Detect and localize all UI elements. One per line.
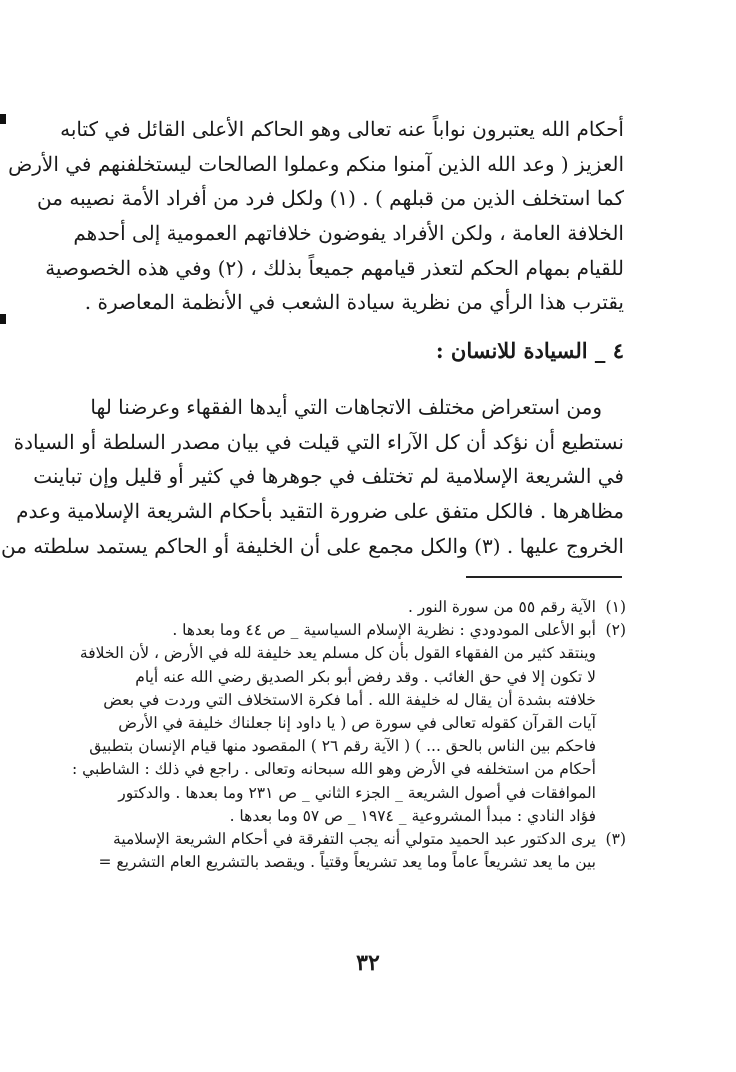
footnote-text: أبو الأعلى المودودي : نظرية الإسلام السياسية _ ص ٤٤ وما بعدها . bbox=[172, 621, 596, 640]
footnote-number bbox=[596, 689, 626, 712]
footnote-number bbox=[596, 782, 626, 805]
paragraph bbox=[1, 390, 624, 563]
footnote-text: بين ما يعد تشريعاً عاماً وما يعد تشريعاً وقتياً . ويقصد بالتشريع العام التشريع = bbox=[98, 853, 596, 872]
footnote-line bbox=[106, 782, 626, 805]
footnote-line bbox=[103, 689, 626, 712]
text-line: نستطيع أن نؤكد أن كل الآراء التي قيلت في بيان مصدر السلطة أو السيادة bbox=[13, 429, 624, 454]
paragraph-continued bbox=[8, 112, 624, 320]
footnote-line bbox=[89, 735, 626, 758]
footnote-line bbox=[71, 758, 626, 781]
footnote-separator bbox=[466, 576, 622, 578]
footnote-line bbox=[106, 619, 626, 642]
scan-edge-mark bbox=[0, 314, 6, 324]
footnote-number bbox=[596, 758, 626, 781]
footnote-text: يرى الدكتور عبد الحميد متولي أنه يجب التفرقة في أحكام الشريعة الإسلامية bbox=[113, 829, 596, 848]
footnote-text: فؤاد النادي : مبدأ المشروعية _ ١٩٧٤ _ ص ٥٧ وما بعدها . bbox=[229, 806, 596, 825]
footnote-text: الآية رقم ٥٥ من سورة النور . bbox=[407, 598, 596, 616]
footnotes bbox=[71, 596, 626, 874]
text-line: العزيز ( وعد الله الذين آمنوا منكم وعملوا الصالحات ليستخلفنهم في الأرض bbox=[8, 151, 624, 176]
footnote-line bbox=[106, 712, 626, 735]
text-line: مظاهرها . فالكل متفق على ضرورة التقيد بأحكام الشريعة الإسلامية وعدم bbox=[16, 499, 624, 524]
text-line: ومن استعراض مختلف الاتجاهات التي أيدها الفقهاء وعرضنا لها bbox=[90, 395, 602, 419]
footnote-number bbox=[596, 712, 626, 735]
footnote-line bbox=[106, 596, 626, 619]
footnote-text: الموافقات في أصول الشريعة _ الجزء الثاني _ ص ٢٣١ وما بعدها . والدكتور bbox=[118, 783, 596, 802]
text-line: للقيام بمهام الحكم لتعذر قيامهم جميعاً بذلك ، (٢) وفي هذه الخصوصية bbox=[45, 255, 624, 280]
scan-edge-mark bbox=[0, 114, 6, 124]
text-line: يقترب هذا الرأي من نظرية سيادة الشعب في الأنظمة المعاصرة . bbox=[84, 290, 624, 315]
footnote-line bbox=[106, 828, 626, 851]
text-line: الخروج عليها . (٣) والكل مجمع على أن الخليفة أو الحاكم يستمد سلطته من bbox=[1, 533, 624, 558]
footnote-number: (٢) bbox=[605, 621, 626, 640]
footnote-number bbox=[596, 805, 626, 828]
footnote-text: خلافته بشدة أن يقال له خليفة الله . أما فكرة الاستخلاف التي وردت في بعض bbox=[103, 690, 596, 709]
footnote-number bbox=[596, 851, 626, 874]
footnote-text: وينتقد كثير من الفقهاء القول بأن كل مسلم يعد خليفة لله في الأرض ، لأن الخلافة bbox=[79, 644, 596, 663]
footnote-number: (٣) bbox=[605, 829, 626, 848]
footnote-text: أحكام من استخلفه في الأرض وهو الله سبحانه وتعالى . راجع في ذلك : الشاطبي : bbox=[71, 760, 596, 779]
footnote-line bbox=[106, 666, 626, 689]
footnote-line bbox=[106, 805, 626, 828]
section-heading: ٤ _ السيادة للانسان : bbox=[435, 338, 624, 363]
footnote-number bbox=[596, 666, 626, 689]
footnote-text: فاحكم بين الناس بالحق ... ) ( الآية رقم ٢٦ ) المقصود منها قيام الإنسان بتطبيق bbox=[89, 737, 596, 756]
text-line: في الشريعة الإسلامية لم تختلف في جوهرها في كثير أو قليل وإن تباينت bbox=[33, 464, 624, 489]
footnote-number: (١) bbox=[605, 598, 626, 616]
footnote-line bbox=[98, 851, 626, 874]
footnote-line bbox=[79, 642, 626, 665]
footnote-number bbox=[596, 642, 626, 665]
footnote-text: لا تكون إلا في حق الغائب . وقد رفض أبو بكر الصديق رضي الله عنه أيام bbox=[135, 667, 596, 686]
footnote-number bbox=[596, 735, 626, 758]
text-line: الخلافة العامة ، ولكن الأفراد يفوضون خلافاتهم العمومية إلى أحدهم bbox=[73, 221, 624, 246]
footnote-text: آيات القرآن كقوله تعالى في سورة ص ( يا داود إنا جعلناك خليفة في الأرض bbox=[118, 713, 596, 732]
page-number: ٣٢ bbox=[356, 950, 380, 976]
text-line: كما استخلف الذين من قبلهم ) . (١) ولكل فرد من أفراد الأمة نصيبه من bbox=[37, 186, 624, 211]
text-line: أحكام الله يعتبرون نواباً عنه تعالى وهو الحاكم الأعلى القائل في كتابه bbox=[60, 117, 624, 141]
